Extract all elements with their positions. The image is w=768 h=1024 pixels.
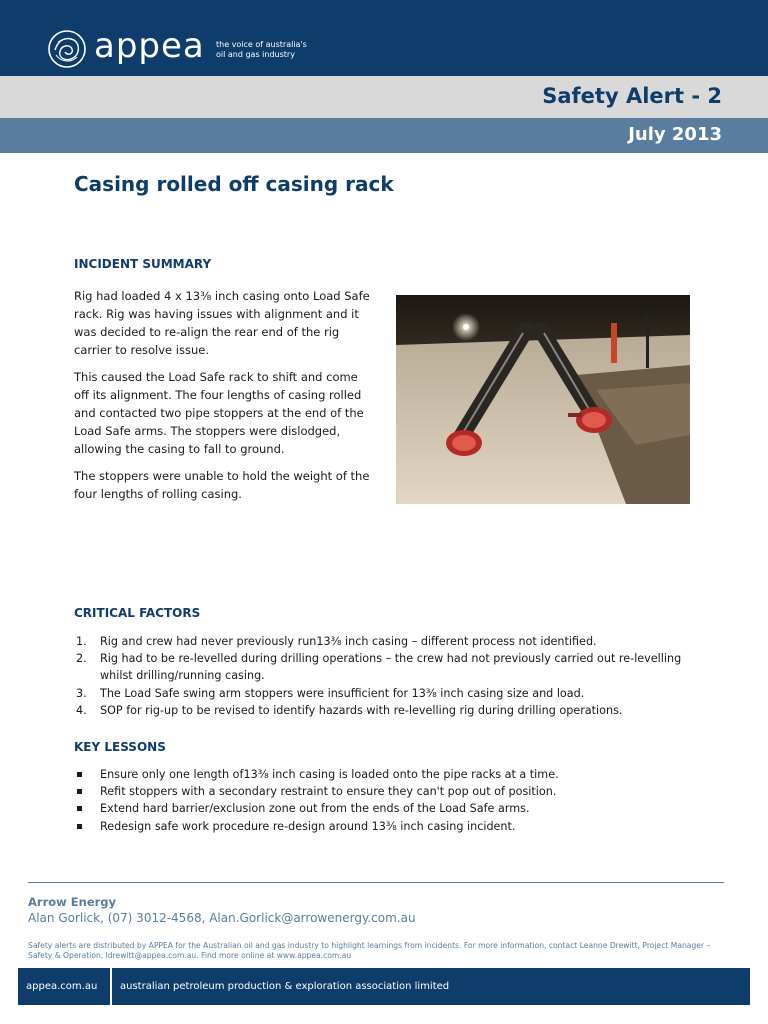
bullet-icon [77,789,82,794]
incident-paragraph: This caused the Load Safe rack to shift and come off its alignment. The four lengths of casing rolled and contacted two pipe stoppers at the end of the Load Safe arms. The stoppers were dislodged, allowing the casing to fall to ground. [74,370,364,456]
key-lessons-list [74,766,714,835]
bullet-icon [77,772,82,777]
list-item-text: Rig and crew had never previously run13⅜ inch casing – different process not identified. [100,635,597,648]
list-item-text: Extend hard barrier/exclusion zone out from the ends of the Load Safe arms. [100,802,530,816]
list-item [74,650,714,684]
list-number: 4. [76,703,87,717]
contact-organisation: Arrow Energy [28,895,117,909]
list-number: 3. [76,686,87,700]
document-title: Casing rolled off casing rack [74,172,394,196]
logo-wordmark: appea [94,26,205,66]
list-item [74,685,714,702]
list-item-text: Ensure only one length of13⅜ inch casing is loaded onto the pipe racks at a time. [100,768,559,781]
bullet-icon [77,824,82,829]
list-number: 1. [76,635,87,648]
divider [28,882,724,883]
distribution-disclaimer: Safety alerts are distributed by APPEA for the Australian oil and gas industry to highlight learnings from incidents. For more information, contact Leanne Drewitt, Project Manager – Safety & Operation, ldrewitt@appea.com.au. Find more online at www.appea.com.au [28,941,711,960]
critical-factors-heading: CRITICAL FACTORS [74,606,201,620]
incident-summary-body [74,287,374,512]
footer-website-link[interactable]: appea.com.au [26,981,98,992]
list-item-text: Refit stoppers with a secondary restraint to ensure they can't pop out of position. [100,785,557,799]
contact-details: Alan Gorlick, (07) 3012-4568, Alan.Gorlick@arrowenergy.com.au [28,911,416,925]
logo-tagline [216,40,336,60]
list-item-text: Rig had to be re-levelled during drilling operations – the crew had not previously carried out re-levelling whilst drilling/running casing. [100,652,682,683]
list-item [74,633,714,650]
incident-photo [396,295,690,504]
list-item [74,818,714,835]
tagline-line-2: oil and gas industry [216,50,295,59]
appea-logo-icon [46,28,88,70]
list-item-text: The Load Safe swing arm stoppers were insufficient for 13⅜ inch casing size and load. [100,686,585,700]
safety-alert-title: Safety Alert - 2 [542,84,722,108]
list-item-text: SOP for rig-up to be revised to identify hazards with re-levelling rig during drilling operations. [100,703,623,717]
critical-factors-list [74,633,714,719]
incident-paragraph: The stoppers were unable to hold the weight of the four lengths of rolling casing. [74,469,370,501]
alert-date: July 2013 [628,124,722,145]
list-item [74,766,714,783]
bullet-icon [77,806,82,811]
key-lessons-heading: KEY LESSONS [74,740,166,754]
list-item [74,702,714,719]
incident-summary-heading: INCIDENT SUMMARY [74,257,212,271]
list-item [74,783,714,800]
incident-paragraph: Rig had loaded 4 x 13⅜ inch casing onto Load Safe rack. Rig was having issues with alignment and it was decided to re-align the rear end of the rig carrier to resolve issue. [74,289,370,357]
list-number: 2. [76,652,87,666]
list-item [74,800,714,817]
list-item-text: Redesign safe work procedure re-design around 13⅜ inch casing incident. [100,819,516,833]
tagline-line-1: the voice of australia's [216,40,307,49]
footer-organisation-name: australian petroleum production & exploration association limited [120,981,450,992]
